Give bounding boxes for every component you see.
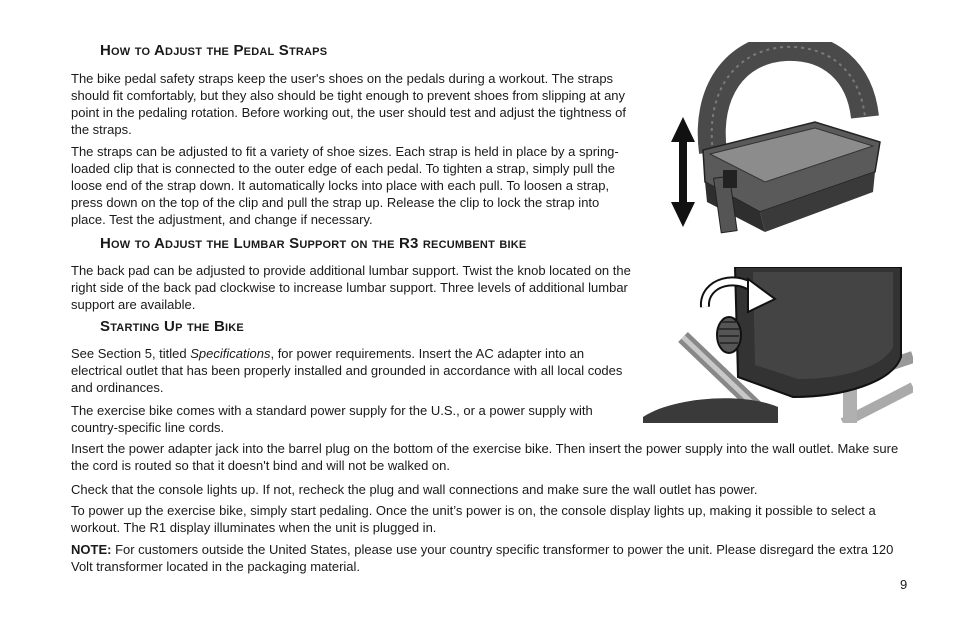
pedal-straps-paragraph-2: The straps can be adjusted to fit a variety of shoe sizes. Each strap is held in place by a spring-loaded clip that is connected to the outer edge of each pedal. To tighten a strap, simply pull the loose end of the strap down. It automatically locks into place with each pull. To loosen a strap, press down on the top of the clip and pull the strap up. Release the clip to lock the strap into place. Test the adjustment, and change if necessary. (71, 144, 619, 227)
starting-paragraph-1 (71, 345, 636, 396)
note-text: For customers outside the United States, please use your country specific transformer to power the unit. Please disregard the extra 120 Volt transformer located in the packaging material. (71, 542, 894, 574)
up-down-arrow-icon (671, 117, 695, 227)
specifications-emphasis: Specifications (190, 346, 271, 361)
pedal-straps-paragraph-1: The bike pedal safety straps keep the user's shoes on the pedals during a workout. The straps should fit comfortably, but they also should be tight enough to prevent shoes from slipping at any point in the pedaling rotation. Before working out, the user should test and adjust the tightness of the straps. (71, 71, 627, 137)
starting-paragraph-2: The exercise bike comes with a standard power supply for the U.S., or a power supply with country-specific line cords. (71, 403, 593, 435)
heading-starting-up: Starting Up the Bike (100, 318, 244, 335)
pedal-strap-illustration (665, 42, 890, 237)
lumbar-paragraph-1: The back pad can be adjusted to provide additional lumbar support. Twist the knob located on the right side of the back pad clockwise to increase lumbar support. Three levels of additional lumbar support are available. (71, 263, 631, 312)
starting-p1-post: , for power requirements. Insert the AC adapter into an electrical outlet that has been properly installed and grounded in accordance with all local codes and ordinances. (71, 346, 623, 395)
starting-paragraph-5: To power up the exercise bike, simply start pedaling. Once the unit’s power is on, the console display lights up, making it possible to select a workout. The R1 display illuminates when the unit is plugged in. (71, 503, 876, 535)
heading-pedal-straps: How to Adjust the Pedal Straps (100, 42, 328, 59)
note-label: NOTE: (71, 542, 112, 557)
starting-paragraph-3: Insert the power adapter jack into the barrel plug on the bottom of the exercise bike. Then insert the power supply into the wall outlet. Make sure the cord is routed so that it doesn't bind and will not be walked on. (71, 441, 899, 473)
starting-p1-pre: See Section 5, titled (71, 346, 191, 361)
note-paragraph (71, 541, 911, 575)
page-number: 9 (900, 577, 908, 592)
lumbar-knob-illustration (643, 267, 913, 423)
heading-lumbar-support: How to Adjust the Lumbar Support on the R3 recumbent bike (100, 235, 527, 252)
starting-paragraph-4: Check that the console lights up. If not, recheck the plug and wall connections and make sure the wall outlet has power. (71, 482, 758, 497)
